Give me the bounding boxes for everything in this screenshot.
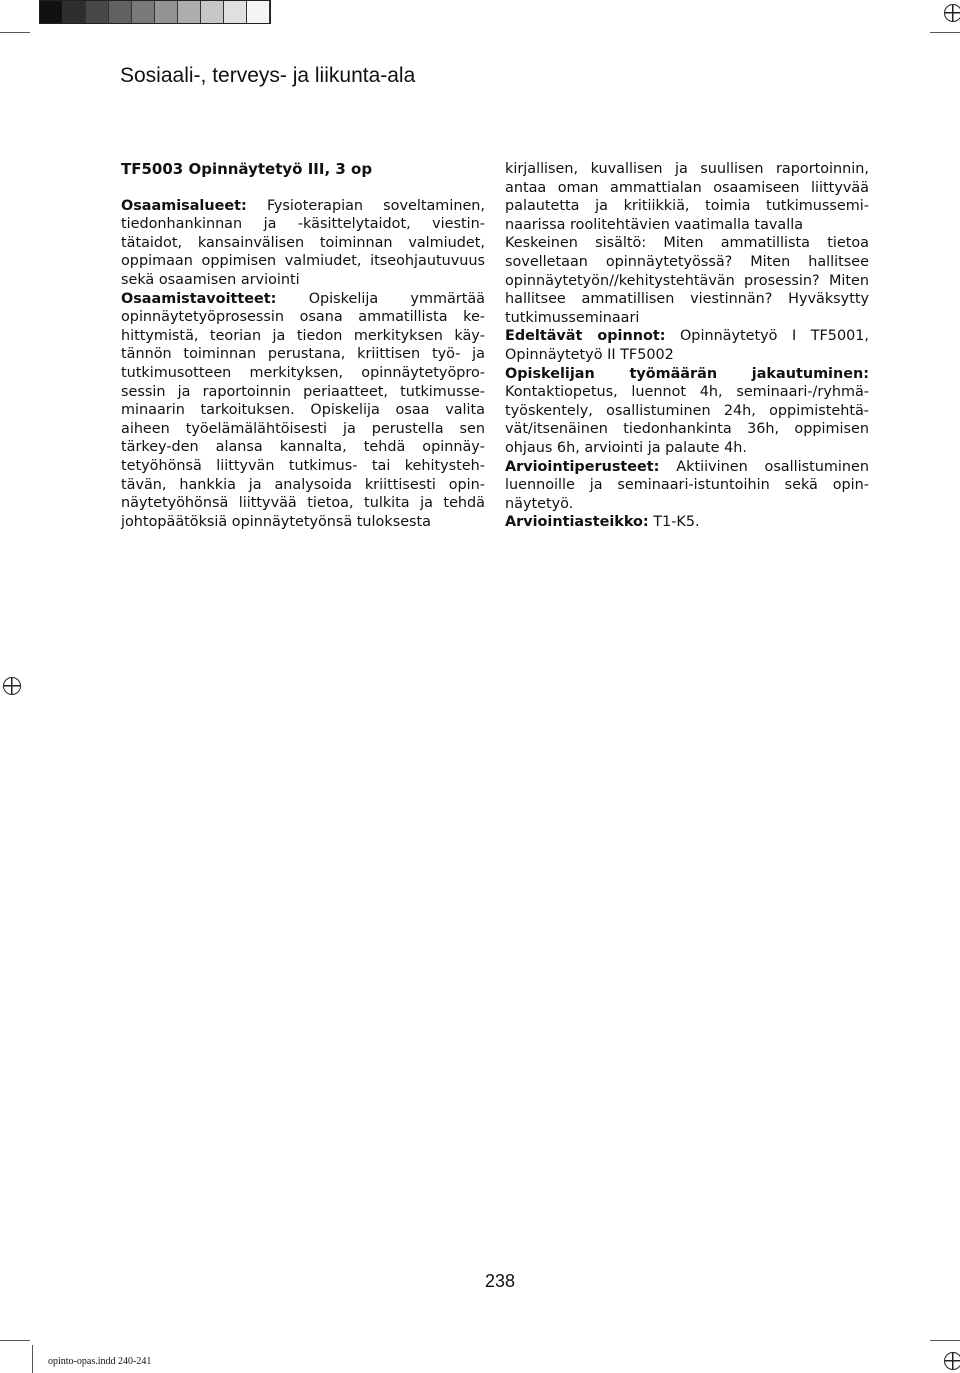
color-swatch — [247, 1, 270, 23]
osaamisalueet-label: Osaamisalueet: — [121, 197, 247, 214]
osaamisalueet-text: Fysioterapian soveltaminen, tiedonhankinnan ja -käsittelytaidot, viestintätaidot, kansainvälisen toiminnan valmiudet, oppimaan oppimisen valmiudet, itseohjautuvuus sekä osaamisen arviointi — [121, 197, 485, 288]
edeltavat-opinnot-text: Opinnäytetyö I TF5001, Opinnäytetyö II TF5002 — [505, 328, 870, 363]
crop-mark-top-right-h — [930, 32, 960, 33]
crop-mark-bottom-left-v — [32, 1345, 33, 1373]
color-swatch — [40, 1, 63, 23]
tyomaara-label: Opiskelijan työmäärän jakautuminen: — [505, 365, 869, 382]
color-swatch — [86, 1, 109, 23]
tavoitteet-continuation: kirjallisen, kuvallisen ja suullisen raportoinnin, antaa oman ammattialan osaamiseen liittyvää palautetta ja kritiikkiä, toimia tutkimusseminaarissa roolitehtävien vaatimalla tavalla — [505, 161, 869, 233]
arviointiperusteet-text: Aktiivinen osallistuminen luennoille ja seminaari-istuntoihin sekä opinnäytetyö. — [505, 458, 869, 512]
color-swatch — [201, 1, 224, 23]
arviointiasteikko-text: T1-K5. — [653, 514, 700, 531]
left-column — [121, 160, 485, 531]
color-swatch — [178, 1, 201, 23]
crop-mark-bottom-left-h — [0, 1340, 30, 1341]
arviointiperusteet-paragraph — [505, 458, 869, 514]
tyomaara-text: Kontaktiopetus, luennot 4h, seminaari-/ryhmätyöskentely, osallistuminen 24h, oppimistehtävät/itsenäinen tiedonhankinta 36h, oppimisen ohjaus 6h, arviointi ja palaute 4h. — [505, 384, 869, 456]
arviointiperusteet-label: Arviointiperusteet: — [505, 458, 660, 475]
crop-mark-bottom-right-h — [930, 1340, 960, 1341]
registration-mark-icon — [3, 677, 21, 695]
keskeinen-sisalto-paragraph: Keskeinen sisältö: Miten ammatillista tietoa sovelletaan opinnäytetyössä? Miten hallitsee opinnäytetyön//kehitystehtävän prosessin? Miten hallitsee ammatillisen viestinnän? Hyväksytty tutkimusseminaari — [505, 235, 869, 326]
color-swatch — [224, 1, 247, 23]
osaamisalueet-paragraph — [121, 197, 485, 290]
registration-mark-icon — [944, 1352, 960, 1370]
color-swatch — [63, 1, 86, 23]
section-header: Sosiaali-, terveys- ja liikunta-ala — [120, 64, 416, 87]
print-color-bar — [39, 0, 271, 24]
page-number: 238 — [484, 1271, 516, 1291]
print-slug: opinto-opas.indd 240-241 — [48, 1356, 152, 1367]
color-swatch — [109, 1, 132, 23]
edeltavat-opinnot-paragraph — [505, 327, 869, 364]
color-swatch — [155, 1, 178, 23]
color-swatch — [132, 1, 155, 23]
course-title: TF5003 Opinnäytetyö III, 3 op — [121, 160, 373, 178]
osaamistavoitteet-label: Osaamistavoitteet: — [121, 290, 277, 307]
tyomaara-paragraph — [505, 365, 869, 458]
arviointiasteikko-label: Arviointiasteikko: — [505, 514, 649, 531]
registration-mark-icon — [944, 4, 960, 22]
edeltavat-opinnot-label: Edeltävät opinnot: — [505, 328, 666, 345]
osaamistavoitteet-text: Opiskelija ymmärtää opinnäytetyöprosessin osana ammatillista kehittymistä, teorian ja tiedon merkityksen käytännön toiminnan perustana, kriittisen työ- ja tutkimusotteen merkityksen, opinnäytetyöprosessin ja raportoinnin periaatteet, tutkimusseminaarin tarkoituksen. Opiskelija osaa valita aiheen työelämälähtöisesti ja perustella sen tärkey-den alansa kannalta, tehdä opinnäytetyöhönsä liittyvän tutkimus- tai kehitystehtävän, hankkia ja analysoida kriittisesti opinnäytetyöhönsä liittyvää tietoa, tulkita ja tehdä johtopäätöksiä opinnäytetyönsä tuloksesta — [121, 290, 485, 530]
osaamistavoitteet-paragraph — [121, 290, 485, 532]
right-column — [505, 160, 869, 532]
arviointiasteikko-paragraph — [505, 513, 869, 532]
crop-mark-top-left-h — [0, 32, 30, 33]
